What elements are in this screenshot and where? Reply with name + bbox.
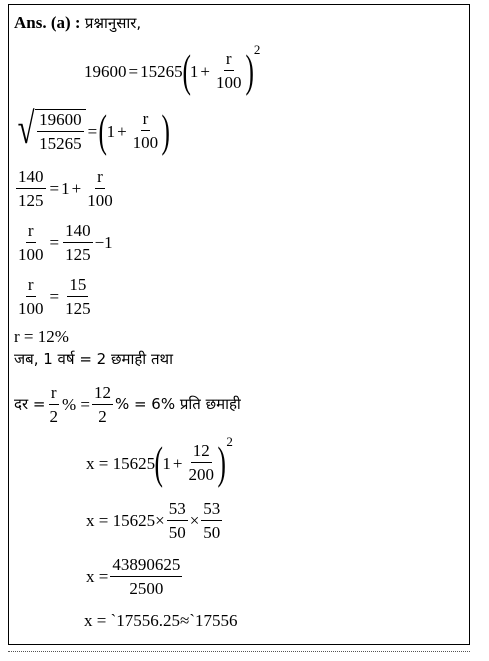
eq10-times: × [189,511,200,531]
answer-label: Ans. (a) : [14,13,81,32]
eq2-numerator: 19600 [37,111,84,132]
eq9-plus: + [172,453,183,473]
sqrt-symbol: √ [17,104,35,153]
equation-4 [14,222,113,264]
equation-11 [86,556,184,598]
eq1-left-paren: ( [182,45,191,96]
eq10-fraction-1-numerator: 53 [167,500,188,521]
answer-box [8,4,470,645]
eq9-fraction [187,442,217,484]
eq10-fraction-1 [167,500,188,542]
equation-12 [84,612,238,629]
rate-result: r = 12% [14,327,69,346]
half-year-note [14,352,173,367]
eq11-lhs: x = [86,567,109,587]
eq5-rhs-fraction [63,276,93,318]
eq2-one: 1 [106,121,116,141]
eq1-numerator: r [224,50,234,71]
eq9-left-paren: ( [154,437,163,488]
eq3-rhs-numerator: r [95,168,105,189]
rate-percent-1: % = [61,395,90,415]
eq1-one: 1 [189,61,199,81]
rate-fraction-1-numerator: r [49,384,59,405]
answer-heading [14,14,141,31]
eq2-sqrt [14,104,86,153]
eq3-numerator: 140 [16,168,46,189]
eq3-denominator: 125 [18,190,44,210]
eq3-fraction [16,168,46,210]
eq4-numerator: r [26,222,36,243]
rate-per-half-year [14,384,241,426]
equation-5 [14,276,95,318]
rate-percent-2: % = 6% प्रति छमाही [114,395,241,414]
eq9-numerator: 12 [191,442,212,463]
eq1-denominator: 100 [216,73,242,92]
eq9-one: 1 [162,453,171,473]
eq10-fraction-1-denominator: 50 [168,522,186,542]
eq3-one: 1 [61,179,70,199]
equation-2 [14,104,171,156]
half-year-text: जब, 1 वर्ष = 2 छमाही तथा [14,350,173,368]
eq11-numerator: 43890625 [110,556,182,577]
rate-prefix: दर = [14,395,46,414]
eq2-denominator: 15265 [39,134,82,153]
eq11-fraction [110,556,182,598]
eq9-lhs: x = 15625 [86,453,156,473]
eq10-fraction-2-numerator: 53 [201,500,222,521]
equation-10 [86,500,224,542]
eq4-rhs-denominator: 125 [65,244,91,264]
answer-intro: प्रश्नानुसार, [84,14,142,32]
eq3-plus: + [71,179,82,199]
eq2-plus: + [117,121,127,141]
rate-fraction-2-denominator: 2 [98,406,107,426]
eq2-rhs-numerator: r [141,110,151,131]
eq4-equals: = [49,233,60,253]
eq5-denominator: 100 [18,298,44,318]
eq10-fraction-2-denominator: 50 [203,522,221,542]
equation-1 [84,41,261,96]
equation-6 [14,328,69,345]
eq4-minus-one: −1 [94,233,113,253]
eq4-fraction [16,222,46,264]
equation-9 [86,433,233,488]
eq3-rhs-fraction [85,168,115,210]
eq1-right-paren: ) [244,45,254,96]
eq1-base: 15265 [140,61,183,81]
eq9-exponent: 2 [226,433,233,449]
final-amount: x = `17556.25≈`17556 [84,611,238,630]
eq5-equals: = [49,287,60,307]
eq4-denominator: 100 [18,244,44,264]
eq9-denominator: 200 [188,465,215,484]
eq5-rhs-denominator: 125 [65,298,91,318]
rate-fraction-1-denominator: 2 [49,406,58,426]
eq5-numerator: r [26,276,36,297]
equation-3 [14,168,117,210]
eq5-rhs-numerator: 15 [67,276,88,297]
eq10-lhs: x = 15625× [86,511,165,531]
eq4-rhs-fraction [63,222,93,264]
eq1-exponent: 2 [253,41,261,57]
eq2-rhs-denominator: 100 [132,133,159,152]
rate-fraction-1 [47,384,60,426]
eq5-fraction [16,276,46,318]
eq4-rhs-numerator: 140 [63,222,93,243]
eq1-plus: + [200,61,211,81]
eq2-fraction [37,111,84,153]
eq10-fraction-2 [201,500,222,542]
bottom-divider [8,651,470,652]
eq2-left-paren: ( [98,105,108,156]
eq11-denominator: 2500 [129,578,164,598]
eq3-equals: = [49,179,60,199]
eq2-rhs-fraction [131,110,161,152]
eq1-lhs: 19600 [84,61,127,81]
eq2-equals: = [87,121,98,141]
eq9-right-paren: ) [217,437,226,488]
rate-fraction-2-numerator: 12 [92,384,113,405]
eq2-right-paren: ) [161,105,171,156]
eq3-rhs-denominator: 100 [87,190,113,210]
eq1-fraction [214,50,244,92]
eq1-equals: = [128,61,139,81]
rate-fraction-2 [92,384,113,426]
